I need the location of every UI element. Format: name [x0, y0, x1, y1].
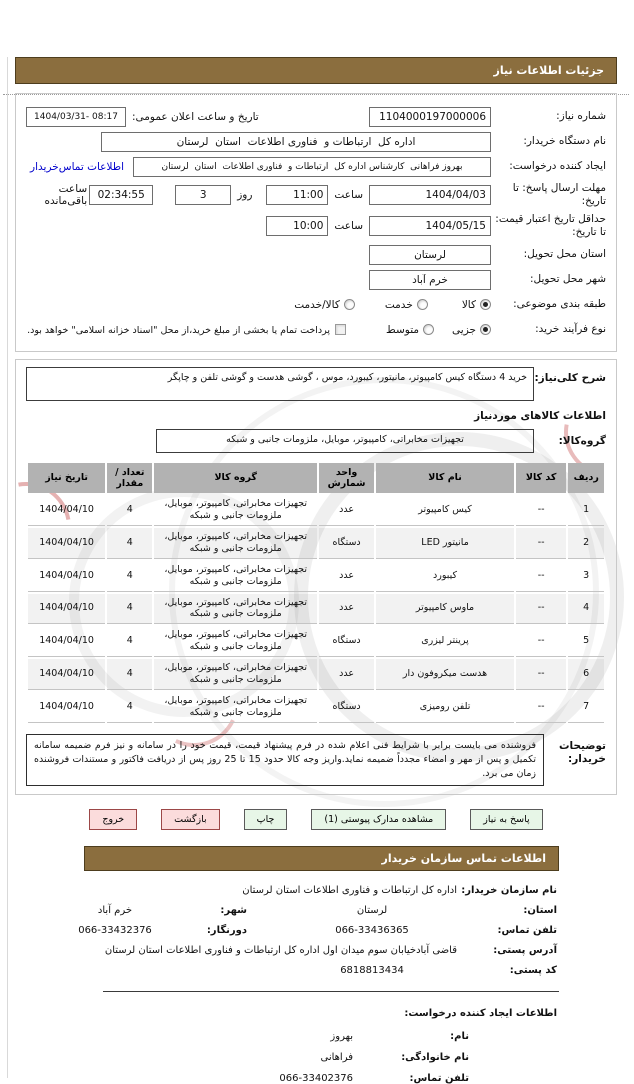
countdown-input[interactable]: [90, 185, 154, 205]
delivery-province-row: [27, 245, 607, 265]
purchase-process-row: [27, 320, 607, 340]
days-remaining-input[interactable]: [176, 185, 232, 205]
radio-selected-icon: [481, 299, 492, 310]
items-cell-date: 1404/04/10: [29, 692, 106, 723]
action-buttons-row: [16, 809, 618, 830]
creator-phone-label: تلفن تماس:: [410, 1073, 470, 1084]
checkbox-icon: [336, 324, 347, 335]
items-cell-date: 1404/04/10: [29, 561, 106, 592]
details-section-title: جزئیات اطلاعات نیاز: [494, 64, 605, 77]
postal-address-value: قاضی آبادخیابان سوم میدان اول اداره کل ارتباطات و فناوری اطلاعات استان لرستان: [105, 945, 458, 957]
deadline-time-input[interactable]: [267, 185, 329, 205]
days-label: روز: [238, 189, 254, 202]
items-cell-code: --: [517, 594, 568, 625]
section-divider: [104, 991, 560, 992]
items-cell-code: --: [517, 659, 568, 690]
announce-datetime-input[interactable]: [27, 107, 127, 127]
first-name-value: بهروز: [331, 1031, 354, 1043]
contact-phone-value: 066-33436365: [336, 925, 410, 937]
contact-phone-label: تلفن تماس:: [498, 925, 558, 937]
request-creator-info-block: [16, 1008, 618, 1084]
radio-option-goods[interactable]: کالا: [463, 299, 492, 311]
classification-row: [27, 295, 607, 315]
exit-button[interactable]: خروج: [90, 809, 138, 830]
goods-info-title: اطلاعات کالاهای موردنیاز: [475, 409, 607, 422]
items-cell-date: 1404/04/10: [29, 495, 106, 526]
radio-icon: [424, 324, 435, 335]
items-cell-code: --: [517, 692, 568, 723]
items-cell-row: 7: [569, 692, 605, 723]
items-cell-qty: 4: [108, 528, 153, 559]
phone-fax-row: [16, 925, 558, 936]
items-table-row: [29, 495, 605, 526]
items-cell-date: 1404/04/10: [29, 626, 106, 657]
items-cell-qty: 4: [108, 594, 153, 625]
items-cell-qty: 4: [108, 626, 153, 657]
buyer-remarks-box: فروشنده می بایست برابر با شرایط فنی اعلام شده در فرم پیشنهاد قیمت، قیمت خود را در سامانه و نیز فرم ضمیمه سامانه تکمیل و پس از مهر و امضاء مجدداً ضمیمه نماید.واریز وجه کالا حدود 15 تا 25 روز پس از دریافت فاکتور و مستندات فروشنده زمان می برد.: [27, 734, 545, 787]
items-column-header: تاریخ نیاز: [29, 463, 106, 494]
items-cell-qty: 4: [108, 659, 153, 690]
items-cell-row: 4: [569, 594, 605, 625]
validity-hour-label: ساعت: [335, 220, 364, 233]
items-cell-group: تجهیزات مخابراتی، کامپیوتر، موبایل، ملزومات جانبی و شبکه: [155, 561, 317, 592]
creator-phone-value: 066-33402376: [280, 1073, 354, 1084]
details-section-header: [16, 57, 618, 84]
items-column-header: واحد شمارش: [320, 463, 375, 494]
items-cell-name: ماوس کامپیوتر: [377, 594, 515, 625]
items-cell-name: تلفن رومیزی: [377, 692, 515, 723]
radio-option-goods-service[interactable]: کالا/خدمت: [295, 299, 356, 311]
items-column-header: ردیف: [569, 463, 605, 494]
deadline-hour-label: ساعت: [335, 189, 364, 202]
buyer-name-input[interactable]: [102, 132, 492, 152]
items-cell-date: 1404/04/10: [29, 659, 106, 690]
hours-remaining-label: ساعت باقی‌مانده: [45, 183, 89, 208]
items-cell-code: --: [517, 561, 568, 592]
items-cell-code: --: [517, 528, 568, 559]
need-number-row: [27, 107, 607, 127]
goods-group-box: تجهیزات مخابراتی، کامپیوتر، موبایل، ملزومات جانبی و شبکه: [157, 429, 535, 453]
items-cell-row: 3: [569, 561, 605, 592]
items-table-row: [29, 594, 605, 625]
validity-date-input[interactable]: [370, 216, 492, 236]
delivery-city-label: شهر محل تحویل:: [531, 272, 607, 285]
request-creator-input[interactable]: [134, 157, 492, 177]
radio-option-service[interactable]: خدمت: [386, 299, 429, 311]
delivery-province-input[interactable]: [370, 245, 492, 265]
print-button[interactable]: چاپ: [245, 809, 289, 830]
items-cell-group: تجهیزات مخابراتی، کامپیوتر، موبایل، ملزومات جانبی و شبکه: [155, 692, 317, 723]
fax-value: 066-33432376: [79, 925, 153, 937]
items-column-header: کد کالا: [517, 463, 568, 494]
items-column-header: تعداد / مقدار: [108, 463, 153, 494]
buyer-contact-block: [16, 885, 618, 976]
need-summary-label: شرح کلی‌نیاز:: [535, 371, 607, 384]
items-cell-row: 5: [569, 626, 605, 657]
buyer-name-label: نام دستگاه خریدار:: [524, 135, 607, 148]
items-cell-unit: عدد: [320, 659, 375, 690]
items-cell-name: کیبورد: [377, 561, 515, 592]
items-cell-qty: 4: [108, 495, 153, 526]
last-name-value: فراهانی: [321, 1052, 354, 1064]
items-cell-name: مانیتور LED: [377, 528, 515, 559]
items-table-row: [29, 692, 605, 723]
buyer-remarks-label: توضیحات خریدار:: [559, 739, 607, 766]
items-cell-code: --: [517, 626, 568, 657]
first-name-label: نام:: [451, 1031, 470, 1043]
creator-phone-row: [16, 1073, 558, 1084]
request-creator-row: [27, 157, 607, 177]
contact-section-header: [85, 846, 560, 871]
items-cell-code: --: [517, 495, 568, 526]
buyer-remarks-row: [27, 734, 607, 787]
province-label: استان:: [524, 905, 558, 917]
items-cell-unit: عدد: [320, 495, 375, 526]
city-label: شهر:: [221, 905, 248, 917]
postal-code-row: [16, 965, 558, 976]
contact-section-title: اطلاعات تماس سازمان خریدار: [382, 852, 547, 866]
org-name-row: [16, 885, 558, 896]
goods-group-label: گروه‌کالا:: [559, 434, 607, 447]
items-cell-unit: عدد: [320, 561, 375, 592]
postal-code-value: 6818813434: [341, 965, 405, 977]
price-validity-label: حداقل تاریخ اعتبار قیمت: تا تاریخ:: [496, 213, 607, 239]
postal-code-label: کد پستی:: [510, 965, 558, 977]
deadline-date-input[interactable]: [370, 185, 492, 205]
items-cell-unit: دستگاه: [320, 692, 375, 723]
need-summary-box: خرید 4 دستگاه کیس کامپیوتر، مانیتور، کیبورد، موس ، گوشی هدست و گوشی تلفن و چاپگر: [27, 367, 535, 401]
need-details-form: [16, 93, 618, 352]
back-button[interactable]: بازگشت: [162, 809, 220, 830]
need-summary-row: [27, 367, 607, 401]
goods-section-box: [16, 359, 618, 796]
fax-label: دورنگار:: [207, 925, 248, 937]
radio-option-minor[interactable]: جزیی: [453, 324, 492, 336]
items-cell-group: تجهیزات مخابراتی، کامپیوتر، موبایل، ملزومات جانبی و شبکه: [155, 528, 317, 559]
request-creator-label: ایجاد کننده درخواست:: [510, 160, 607, 173]
treasury-checkbox-option[interactable]: پرداخت تمام یا بخشی از مبلغ خرید،از محل "اسناد خزانه اسلامی" خواهد بود.: [28, 324, 347, 336]
items-cell-unit: دستگاه: [320, 528, 375, 559]
items-cell-group: تجهیزات مخابراتی، کامپیوتر، موبایل، ملزومات جانبی و شبکه: [155, 594, 317, 625]
response-deadline-row: [27, 182, 607, 208]
last-name-row: [16, 1052, 558, 1063]
classification-label: طبقه بندی موضوعی:: [514, 297, 607, 310]
items-table-header-row: [29, 463, 605, 494]
items-cell-row: 6: [569, 659, 605, 690]
org-name-value: اداره کل ارتباطات و فناوری اطلاعات استان لرستان: [243, 885, 458, 897]
delivery-city-input[interactable]: [370, 270, 492, 290]
items-cell-date: 1404/04/10: [29, 594, 106, 625]
items-cell-group: تجهیزات مخابراتی، کامپیوتر، موبایل، ملزومات جانبی و شبکه: [155, 626, 317, 657]
response-deadline-label: مهلت ارسال پاسخ: تا تاریخ:: [513, 182, 607, 208]
items-cell-date: 1404/04/10: [29, 528, 106, 559]
items-cell-name: کیس کامپیوتر: [377, 495, 515, 526]
city-value: خرم آباد: [98, 905, 134, 917]
radio-option-medium[interactable]: متوسط: [387, 324, 435, 336]
items-cell-qty: 4: [108, 561, 153, 592]
postal-address-label: آدرس پستی:: [494, 945, 558, 957]
goods-group-row: [27, 429, 607, 453]
items-cell-unit: عدد: [320, 594, 375, 625]
radio-icon: [418, 299, 429, 310]
delivery-city-row: [27, 270, 607, 290]
items-table-row: [29, 528, 605, 559]
province-value: لرستان: [357, 905, 389, 917]
postal-address-row: [16, 945, 558, 956]
buyer-contact-link[interactable]: اطلاعات تماس‌خریدار: [31, 161, 125, 173]
last-name-label: نام خانوادگی:: [402, 1052, 470, 1064]
items-table-row: [29, 561, 605, 592]
radio-icon: [345, 299, 356, 310]
items-cell-group: تجهیزات مخابراتی، کامپیوتر، موبایل، ملزومات جانبی و شبکه: [155, 495, 317, 526]
items-cell-row: 2: [569, 528, 605, 559]
view-attachments-button[interactable]: مشاهده مدارک پیوستی (1): [312, 809, 447, 830]
items-cell-name: پرینتر لیزری: [377, 626, 515, 657]
need-number-label: شماره نیاز:: [557, 110, 607, 123]
respond-to-need-button[interactable]: پاسخ به نیاز: [471, 809, 543, 830]
items-column-header: گروه کالا: [155, 463, 317, 494]
province-city-row: [16, 905, 558, 916]
items-table: [27, 461, 607, 725]
need-number-input[interactable]: [370, 107, 492, 127]
buyer-name-row: [27, 132, 607, 152]
radio-selected-icon: [481, 324, 492, 335]
items-table-row: [29, 626, 605, 657]
delivery-province-label: استان محل تحویل:: [524, 247, 607, 260]
items-cell-qty: 4: [108, 692, 153, 723]
org-name-label: نام سازمان خریدار:: [462, 885, 558, 897]
announce-datetime-label: تاریخ و ساعت اعلان عمومی:: [133, 111, 260, 123]
items-cell-row: 1: [569, 495, 605, 526]
items-table-row: [29, 659, 605, 690]
creator-info-title: اطلاعات ایجاد کننده درخواست:: [405, 1008, 558, 1020]
items-cell-unit: دستگاه: [320, 626, 375, 657]
items-cell-group: تجهیزات مخابراتی، کامپیوتر، موبایل، ملزومات جانبی و شبکه: [155, 659, 317, 690]
items-cell-name: هدست میکروفون دار: [377, 659, 515, 690]
first-name-row: [16, 1031, 558, 1042]
validity-time-input[interactable]: [267, 216, 329, 236]
purchase-process-label: نوع فرآیند خرید:: [536, 322, 607, 335]
items-column-header: نام کالا: [377, 463, 515, 494]
price-validity-row: [27, 213, 607, 239]
